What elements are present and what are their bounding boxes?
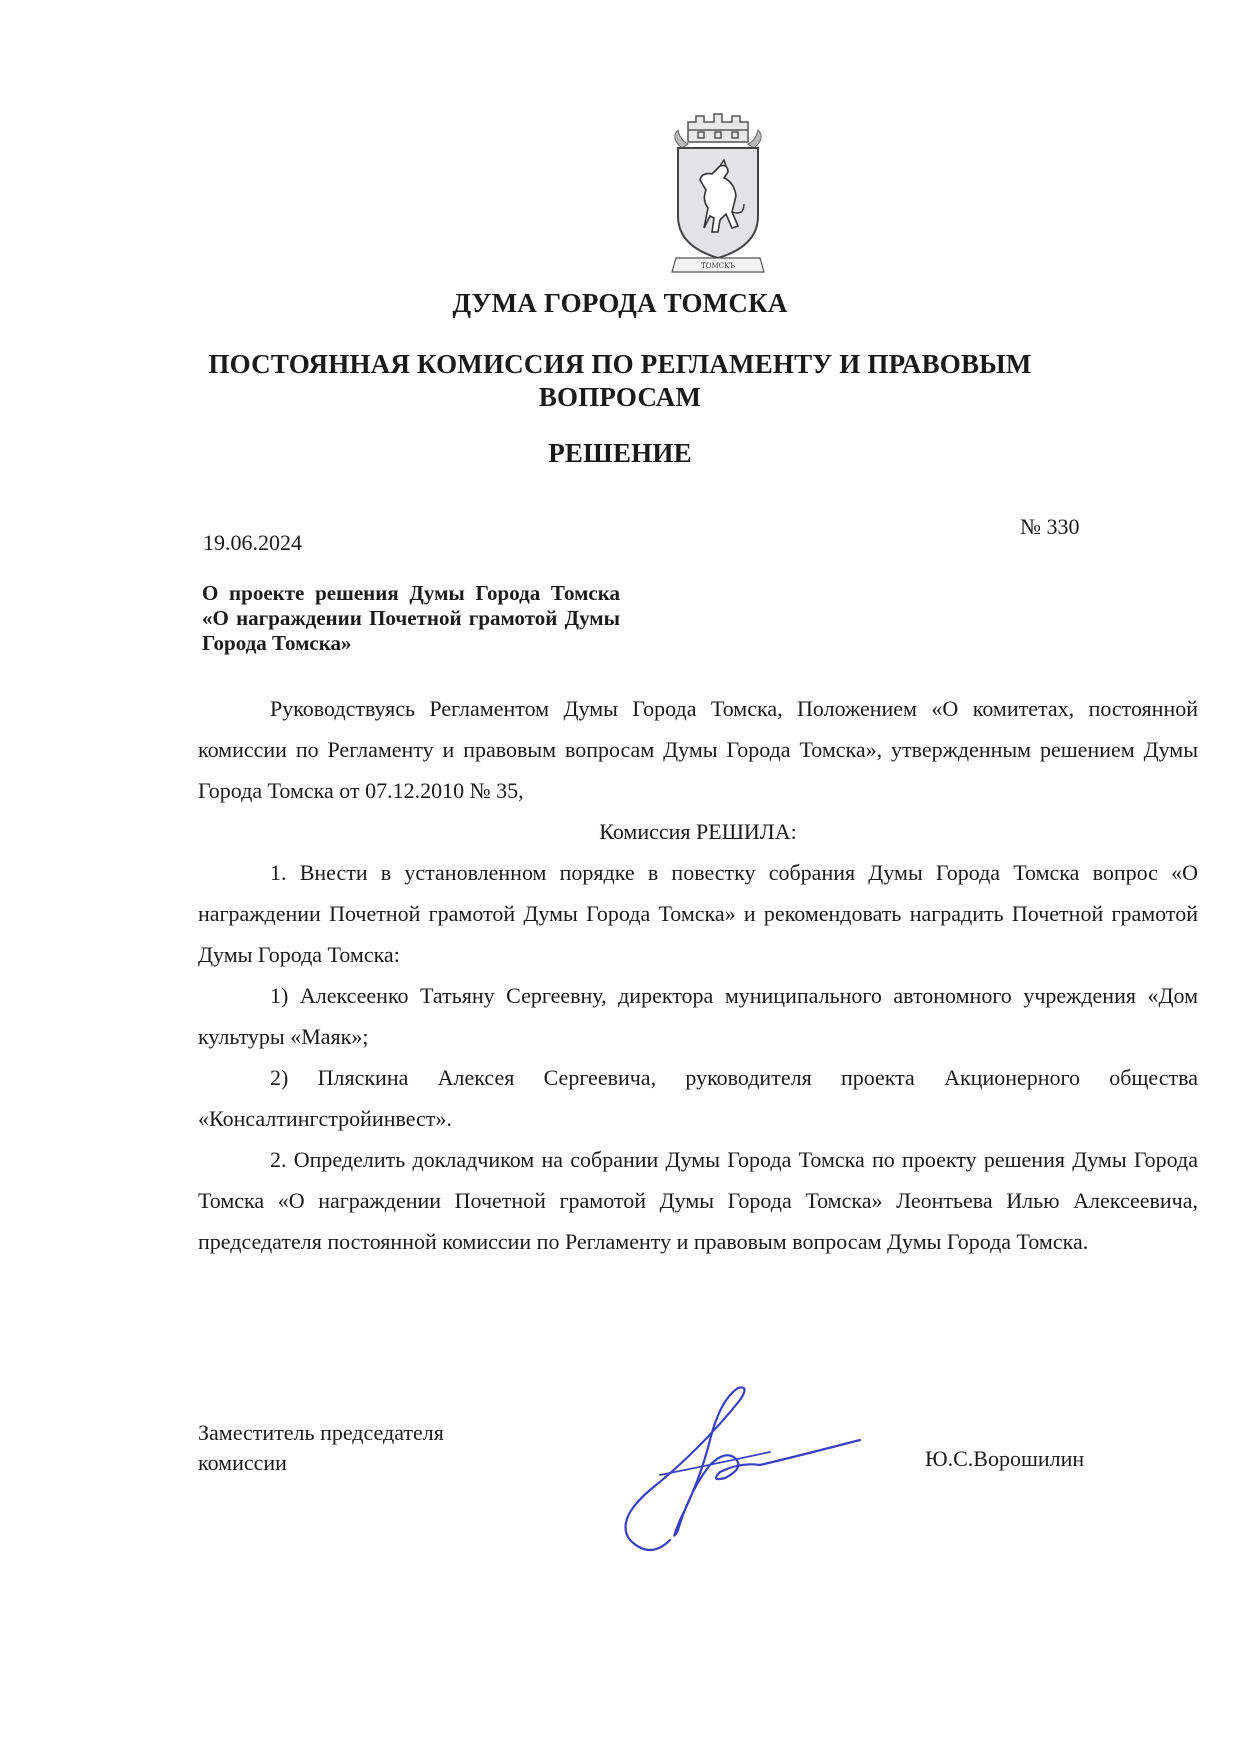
decision-number: № 330 bbox=[1020, 514, 1080, 539]
item-1-1-paragraph: 1) Алексеенко Татьяну Сергеевну, директора муниципального автономного учреждения «Дом культуры «Маяк»; bbox=[198, 983, 1198, 1049]
handwritten-signature-icon bbox=[560, 1370, 880, 1570]
item-2-paragraph: 2. Определить докладчиком на собрании Думы Города Томска по проекту решения Думы Города Томска «О награждении Почетной грамотой Думы Города Томска» Леонтьева Илью Алексеевича, председателя постоянной комиссии по Регламенту и правовым вопросам Думы Города Томска. bbox=[198, 1147, 1198, 1254]
signer-position bbox=[198, 1418, 518, 1478]
signer-name: Ю.С.Ворошилин bbox=[925, 1446, 1085, 1471]
council-title: ДУМА ГОРОДА ТОМСКА bbox=[452, 288, 788, 318]
item-1-paragraph: 1. Внести в установленном порядке в повестку собрания Думы Города Томска вопрос «О награждении Почетной грамотой Думы Города Томска» и рекомендовать наградить Почетной грамотой Думы Города Томска: bbox=[198, 860, 1198, 967]
preamble-paragraph: Руководствуясь Регламентом Думы Города Томска, Положением «О комитетах, постоянной комиссии по Регламенту и правовым вопросам Думы Города Томска», утвержденным решением Думы Города Томска от 07.12.2010 № 35, bbox=[198, 696, 1198, 803]
signer-position-line1: Заместитель председателя bbox=[198, 1420, 444, 1445]
signer-position-line2: комиссии bbox=[198, 1450, 287, 1475]
document-type: РЕШЕНИЕ bbox=[548, 438, 692, 468]
decision-heading: Комиссия РЕШИЛА: bbox=[599, 819, 797, 844]
decision-date: 19.06.2024 bbox=[203, 530, 302, 555]
tomsk-coat-of-arms-icon bbox=[658, 108, 778, 278]
commission-title-line2: ВОПРОСАМ bbox=[538, 382, 702, 412]
commission-title-line1: ПОСТОЯННАЯ КОМИССИЯ ПО РЕГЛАМЕНТУ И ПРАВОВЫМ bbox=[208, 349, 1032, 379]
svg-text:ТОМСКЪ: ТОМСКЪ bbox=[701, 262, 735, 270]
decision-body bbox=[198, 688, 1198, 1262]
decision-subject: О проекте решения Думы Города Томска «О награждении Почетной грамотой Думы Города Томска» bbox=[202, 581, 620, 655]
item-1-2-paragraph: 2) Пляскина Алексея Сергеевича, руководителя проекта Акционерного общества «Консалтингстройинвест». bbox=[198, 1065, 1198, 1131]
commission-title bbox=[0, 348, 1240, 414]
